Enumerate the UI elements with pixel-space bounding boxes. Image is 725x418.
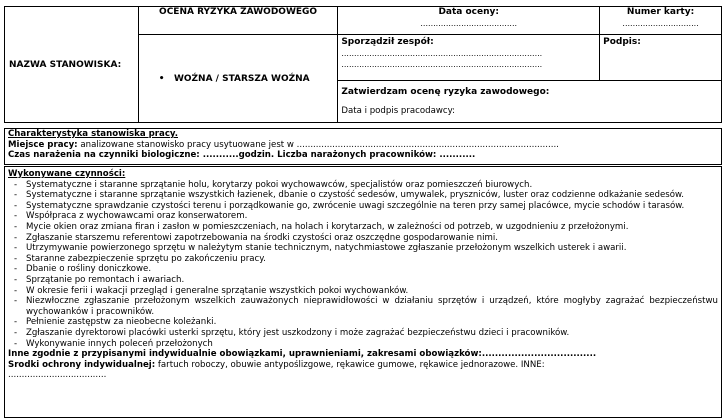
list-item: - Zgłaszanie starszemu referentowi zapotrzebowania na środki czystości oraz oszczędne gospodarowanie nimi. <box>8 233 718 244</box>
charakterystyka-section <box>4 128 722 165</box>
zatwierdzam-label: Zatwierdzam ocenę ryzyka zawodowego: <box>341 87 550 97</box>
list-item: - Utrzymywanie powierzonego sprzętu w należytym stanie technicznym, natychmiastowe zgłaszanie przełożonym wszelkich usterek i awarii. <box>8 243 718 254</box>
list-item: - Współpraca z wychowawcami oraz konserwatorem. <box>8 211 718 222</box>
list-item: - Systematyczne i staranne sprzątanie wszystkich łazienek, dbanie o czystość sedesów, umywalek, pryszniców, luster oraz codzienne odkażanie sedesów. <box>8 190 718 201</box>
sporzadzil-dots-1[interactable]: ............................................................................... <box>341 49 543 58</box>
miejsce-pracy-row <box>8 140 718 151</box>
zatwierdzam-cell <box>338 81 722 123</box>
stanowisko-value-cell <box>138 35 338 123</box>
miejsce-pracy-label: Miejsce pracy: <box>8 139 78 150</box>
data-oceny-dots[interactable]: ...................................... <box>420 19 518 28</box>
form-title: OCENA RYZYKA ZAWODOWEGO <box>138 7 338 35</box>
bullet-icon: • <box>158 73 174 84</box>
sporzadzil-cell <box>338 35 600 81</box>
sporzadzil-label: Sporządził zespół: <box>341 37 434 47</box>
data-oceny-cell <box>338 7 600 35</box>
list-item: - Sprzątanie po remontach i awariach. <box>8 275 718 286</box>
czynnosci-section <box>4 166 722 418</box>
podpis-label: Podpis: <box>600 35 722 81</box>
czas-narazenia-row: Czas narażenia na czynniki biologiczne: ...........godzin. Liczba narażonych pracowników: ........... <box>8 150 476 161</box>
czynnosci-heading: Wykonywane czynności: <box>8 169 126 179</box>
list-item: - Wykonywanie innych poleceń przełożonych <box>8 339 718 350</box>
nr-karty-dots[interactable]: .............................. <box>622 19 699 28</box>
list-item: - Staranne zabezpieczenie sprzętu po zakończeniu pracy. <box>8 254 718 265</box>
data-oceny-label: Data oceny: <box>438 7 499 17</box>
stanowisko-label: NAZWA STANOWISKA: <box>5 7 139 123</box>
list-item: - Systematyczne sprawdzanie czystości terenu i porządkowanie go, zwrócenie uwagi szczególnie na teren przy samej placówce, mycie schodów i tarasów. <box>8 201 718 212</box>
list-item: - Dbanie o rośliny doniczkowe. <box>8 264 718 275</box>
charakterystyka-heading: Charakterystyka stanowiska pracy. <box>8 129 178 139</box>
srodki-ochrony-label: Środki ochrony indywidualnej: <box>8 359 156 370</box>
list-item: - Pełnienie zastępstw za nieobecne koleżanki. <box>8 317 718 328</box>
list-item: - Niezwłoczne zgłaszanie przełożonym wszelkich zauważonych nieprawidłowości w działaniu sprzętów i urządzeń, które mogłyby zagrażać bezpieczeństwu wychowanków i pracowników. <box>8 296 718 317</box>
list-item: - Zgłaszanie dyrektorowi placówki usterki sprzętu, który jest uszkodzony i może zagrażać bezpieczeństwu dzieci i pracowników. <box>8 328 718 339</box>
nr-karty-cell <box>600 7 722 35</box>
list-item: - Mycie okien oraz zmiana firan i zasłon w pomieszczeniach, na holach i korytarzach, w zależności od potrzeb, w uzgodnieniu z przełożonymi. <box>8 222 718 233</box>
header-table <box>4 6 722 123</box>
czynnosci-list <box>8 180 718 350</box>
miejsce-pracy-text: analizowane stanowisko pracy usytuowane jest w ................................................................................................ <box>80 139 559 150</box>
data-podpis-label: Data i podpis pracodawcy: <box>341 106 455 116</box>
nr-karty-label: Numer karty: <box>626 7 695 17</box>
list-item: - Systematyczne i staranne sprzątanie holu, korytarzy pokoi wychowawców, specjalistów oraz pomieszczeń biurowych. <box>8 180 718 191</box>
stanowisko-value: WOŹNA / STARSZA WOŹNA <box>173 73 310 84</box>
srodki-ochrony-text: fartuch roboczy, obuwie antypoślizgowe, rękawice gumowe, rękawice jednorazowe. INNE: <box>157 359 545 370</box>
list-item: - W okresie ferii i wakacji przegląd i generalne sprzątanie wszystkich pokoi wychowanków. <box>8 286 718 297</box>
inne-obowiazki: Inne zgodnie z przypisanymi indywidualnie obowiązkami, uprawnieniami, zakresami obowiązków:................................... <box>8 349 597 360</box>
sporzadzil-dots-2[interactable]: ............................................................................... <box>341 60 543 69</box>
last-dots[interactable]: .................................... <box>8 370 107 381</box>
srodki-ochrony-row <box>8 360 718 371</box>
